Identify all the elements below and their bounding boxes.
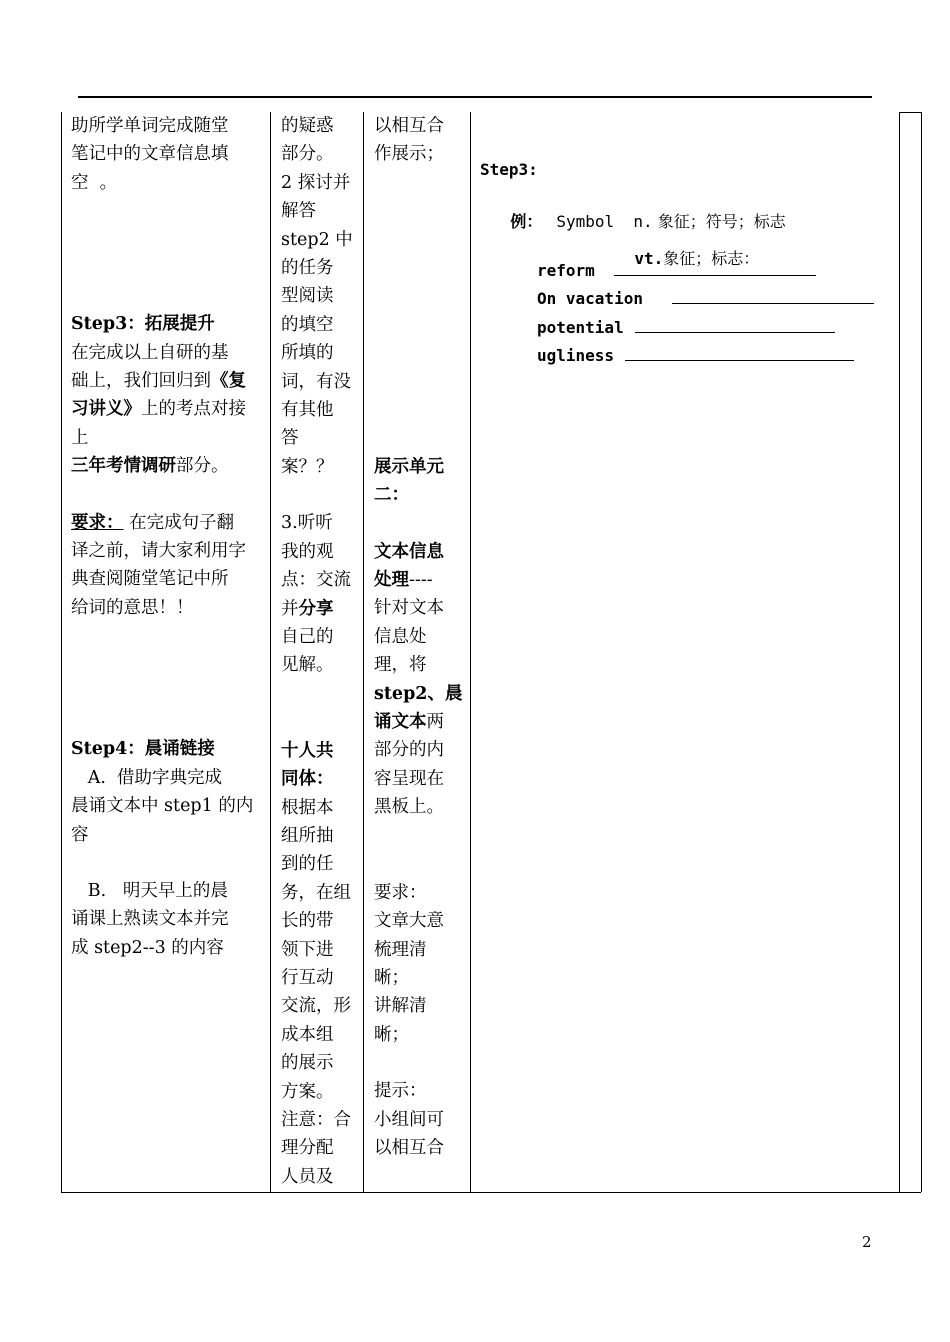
text-line: step2、晨 — [374, 683, 463, 704]
text-line: 文本信息 — [374, 541, 444, 562]
text-line: B. 明天早上的晨 — [71, 880, 228, 901]
text-line: 同体： — [281, 769, 334, 790]
text-line: 容 — [71, 824, 89, 845]
text-line: 处理---- — [374, 570, 433, 591]
text-line: 交流，形 — [281, 996, 351, 1017]
table-border-left — [61, 112, 62, 1192]
vocab-word: On vacation — [537, 289, 643, 308]
text-line: 梳理清 — [374, 939, 427, 960]
vocab-word: potential — [537, 318, 624, 337]
text-line: 习讲义》上的考点对接 — [71, 399, 246, 420]
text-line: 领下进 — [281, 939, 334, 960]
column-student-tasks — [281, 112, 363, 1191]
text-line: 有其他 — [281, 400, 334, 421]
table-divider-1 — [270, 112, 271, 1192]
text-line: 根据本 — [281, 797, 334, 818]
text-line: 信息处 — [374, 626, 427, 647]
text-line: 答 — [281, 428, 299, 449]
text-line: 三年考情调研部分。 — [71, 456, 229, 477]
text-line: 2 探讨并 — [281, 172, 351, 193]
text-line: step2 中 — [281, 229, 353, 250]
text-line: 成本组 — [281, 1024, 334, 1045]
text-line: 诵文本两 — [374, 712, 444, 733]
table-border-top-stub — [899, 112, 921, 113]
text-line: 人员及 — [281, 1166, 334, 1187]
table-divider-3 — [470, 112, 471, 1192]
text-line: 部分的内 — [374, 740, 444, 761]
text-line: 给词的意思！！ — [71, 597, 194, 618]
text-line: 的展示 — [281, 1053, 334, 1074]
text-line: 空 。 — [71, 172, 118, 193]
text-line: 的疑惑 — [281, 116, 334, 136]
text-line: 成 step2--3 的内容 — [71, 937, 224, 958]
text-line: 注意：合 — [281, 1110, 351, 1130]
text-line: 到的任 — [281, 854, 334, 875]
text-line: 我的观 — [281, 541, 334, 562]
text-line: 以相互合 — [374, 1137, 444, 1158]
answer-blank[interactable] — [635, 318, 835, 333]
vocab-row-reform — [537, 261, 816, 280]
text-line: 务，在组 — [281, 882, 351, 903]
text-line: 础上，我们回归到《复 — [71, 371, 246, 392]
step3-label: Step3: — [480, 160, 538, 179]
vocab-row-ugliness — [537, 346, 854, 365]
text-line: 以相互合 — [374, 116, 444, 136]
text-line: 上 — [71, 427, 89, 448]
column-presentation — [374, 112, 468, 1162]
text-line: 黑板上。 — [374, 797, 444, 818]
text-line: 3.听听 — [281, 513, 333, 534]
text-line: 点：交流 — [281, 570, 351, 591]
answer-blank[interactable] — [625, 346, 854, 361]
text-line: 译之前，请大家利用字 — [71, 541, 246, 562]
text-line: 部分。 — [281, 144, 334, 165]
text-line: 解答 — [281, 201, 316, 222]
text-line: 要求： — [374, 882, 427, 903]
step3-heading: Step3：拓展提升 — [71, 314, 215, 335]
text-line: 自己的 — [281, 626, 334, 647]
table-border-bottom — [61, 1192, 921, 1193]
text-line: 长的带 — [281, 911, 334, 932]
text-line: 所填的 — [281, 343, 334, 364]
header-rule — [78, 96, 872, 98]
text-line: 方案。 — [281, 1081, 334, 1102]
text-line: 助所学单词完成随堂 — [71, 116, 229, 136]
page-number: 2 — [862, 1233, 872, 1251]
vocab-row-potential — [537, 318, 835, 337]
text-line: 晰； — [374, 967, 409, 988]
text-line: 晨诵文本中 step1 的内 — [71, 796, 254, 817]
text-line: 容呈现在 — [374, 768, 444, 789]
table-divider-2 — [363, 112, 364, 1192]
text-line: 提示： — [374, 1081, 427, 1102]
text-line: 的填空 — [281, 314, 334, 335]
text-line: 晰； — [374, 1024, 409, 1045]
step4-heading: Step4：晨诵链接 — [71, 739, 215, 760]
text-line: A. 借助字典完成 — [71, 767, 223, 788]
text-line: 在完成以上自研的基 — [71, 342, 229, 363]
text-line: 型阅读 — [281, 286, 334, 307]
text-line: 作展示； — [374, 144, 444, 165]
example-line: 例： Symbol n. 象征；符号；标志 — [510, 212, 786, 231]
text-line: 笔记中的文章信息填 — [71, 144, 229, 165]
text-line: 展示单元 — [374, 456, 444, 477]
answer-blank[interactable] — [672, 289, 874, 304]
text-line: 行互动 — [281, 967, 334, 988]
text-line: 小组间可 — [374, 1109, 444, 1130]
text-line: 的任务 — [281, 258, 334, 279]
answer-blank[interactable] — [614, 261, 816, 276]
text-line: 组所抽 — [281, 825, 334, 846]
text-line: 十人共 — [281, 740, 334, 761]
text-line: 文章大意 — [374, 911, 444, 932]
text-line: 案？？ — [281, 456, 334, 477]
text-line: 二： — [374, 485, 409, 506]
text-line: 诵课上熟读文本并完 — [71, 909, 229, 930]
example-vt-line: vt.象征；标志： — [634, 249, 760, 268]
column-activities — [71, 112, 267, 962]
text-line: 见解。 — [281, 655, 334, 676]
vocab-word: reform — [537, 261, 595, 280]
requirement-line: 要求： 在完成句子翻 — [71, 512, 235, 533]
text-line: 典查阅随堂笔记中所 — [71, 569, 229, 590]
table-border-right — [921, 112, 922, 1192]
text-line: 针对文本 — [374, 598, 444, 619]
table-divider-4 — [899, 112, 900, 1192]
text-line: 理，将 — [374, 655, 427, 676]
text-line: 并分享 — [281, 598, 334, 619]
vocab-row-on-vacation — [537, 289, 874, 308]
text-line: 词，有没 — [281, 371, 351, 392]
text-line: 讲解清 — [374, 996, 427, 1017]
text-line: 理分配 — [281, 1138, 334, 1159]
vocab-word: ugliness — [537, 346, 615, 365]
